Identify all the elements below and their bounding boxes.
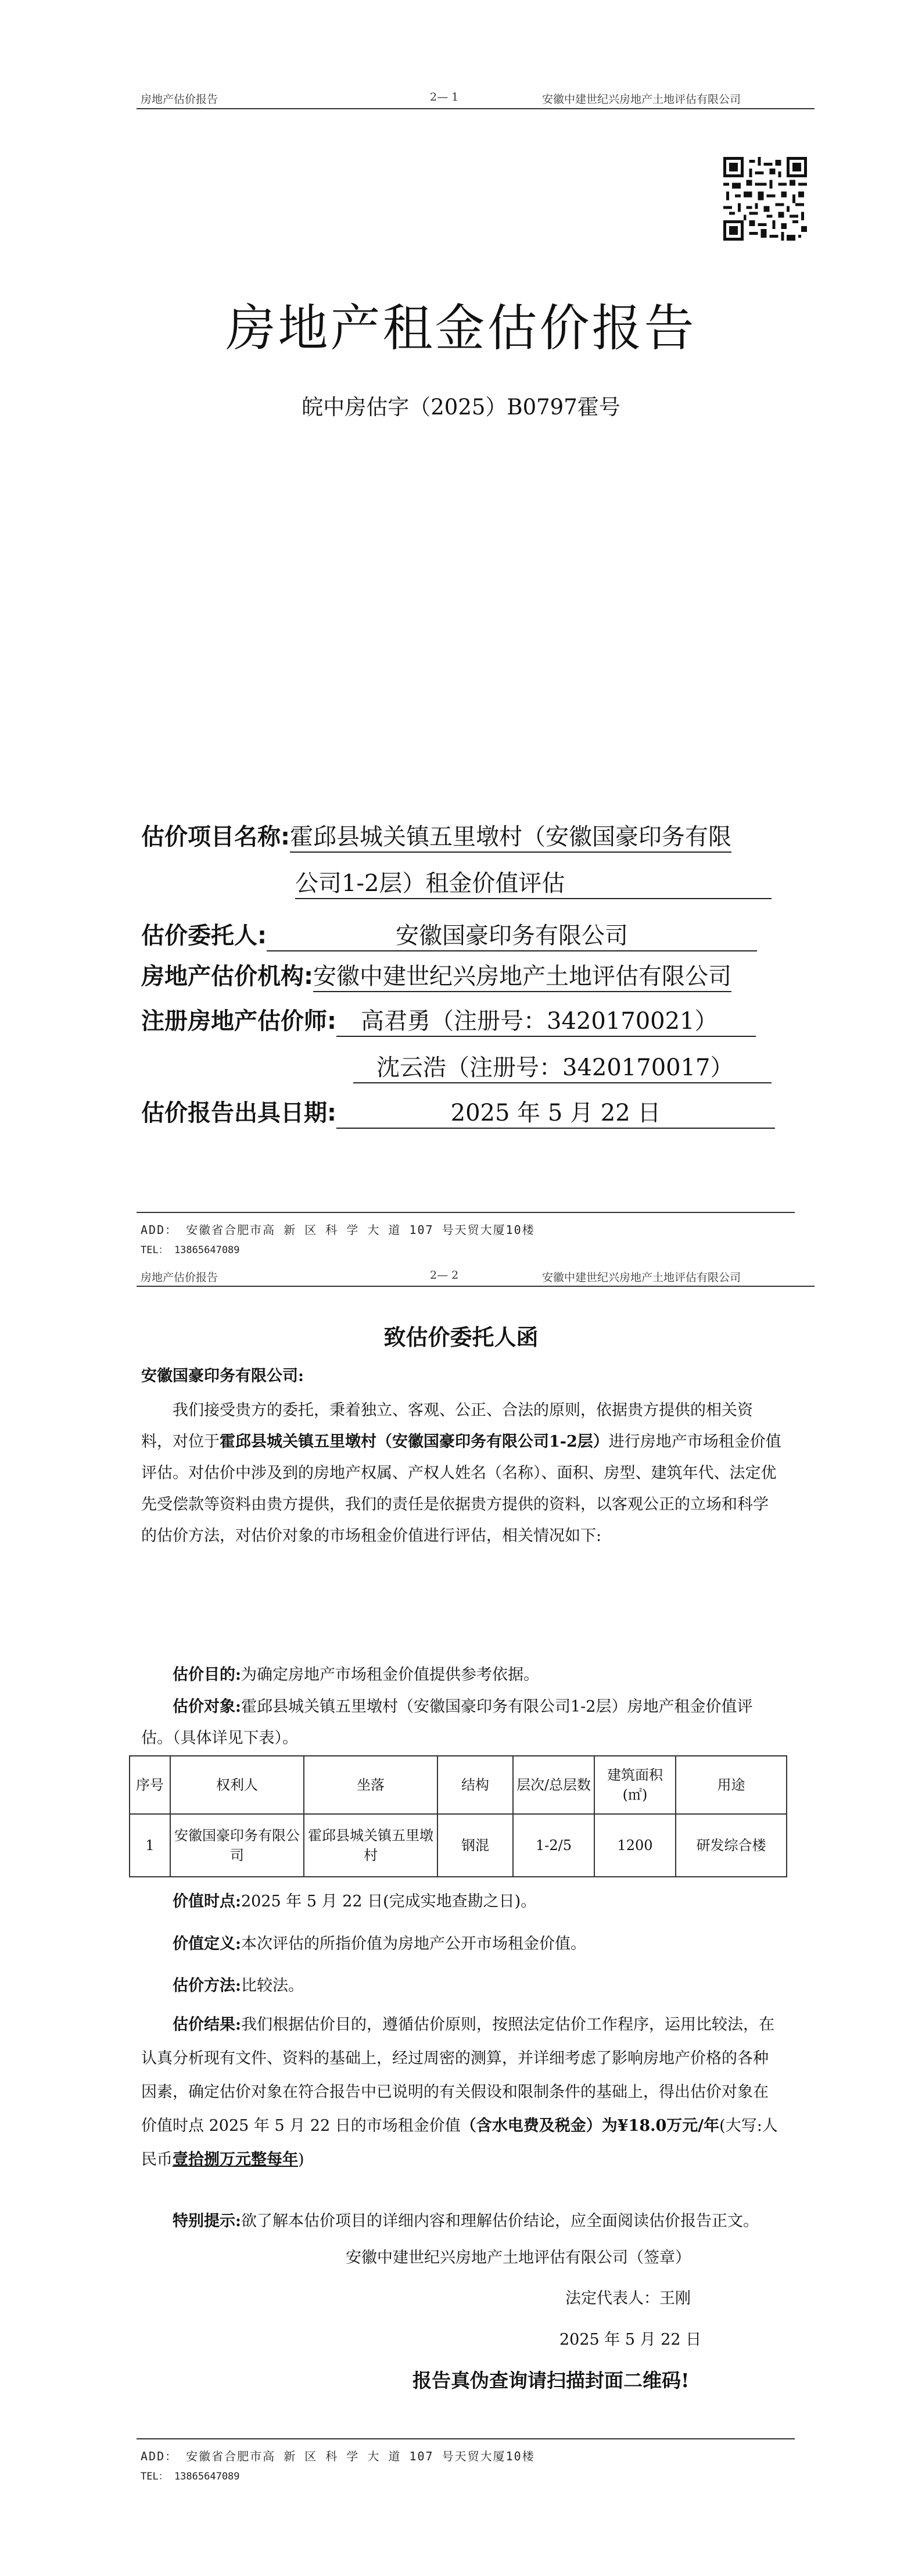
header-right: 安徽中建世纪兴房地产土地评估有限公司 xyxy=(542,1271,741,1284)
header-left: 房地产估价报告 xyxy=(141,1271,218,1284)
appraiser-label: 注册房地产估价师: xyxy=(141,1008,336,1035)
appraiser-2: 沈云浩（注册号：3420170017） xyxy=(353,1049,772,1083)
table-cell: 1200 xyxy=(594,1814,676,1877)
table-header-cell: 用途 xyxy=(676,1756,787,1814)
method-label: 估价方法: xyxy=(173,1977,241,1995)
value-time-paragraph xyxy=(141,1886,783,1917)
table-cell: 研发综合楼 xyxy=(676,1814,787,1877)
table-cell: 1 xyxy=(130,1814,170,1877)
intro-paragraph xyxy=(141,1395,783,1552)
object-label: 估价对象: xyxy=(173,1698,241,1716)
header-left: 房地产估价报告 xyxy=(141,93,218,106)
salutation: 安徽国豪印务有限公司: xyxy=(141,1367,304,1385)
special-tip-text: 欲了解本估价项目的详细内容和理解估价结论，应全面阅读估价报告正文。 xyxy=(241,2212,759,2230)
signing-company: 安徽中建世纪兴房地产土地评估有限公司（签章） xyxy=(346,2249,691,2267)
result-paragraph xyxy=(141,2008,783,2177)
intro-property: 霍邱县城关镇五里墩村（安徽国豪印务有限公司1-2层） xyxy=(220,1433,609,1451)
project-name-label: 估价项目名称: xyxy=(141,824,290,850)
value-time-label: 价值时点: xyxy=(173,1892,241,1910)
table-cell: 钢混 xyxy=(437,1814,513,1877)
special-tip-paragraph xyxy=(141,2206,783,2237)
project-name-row-2 xyxy=(295,865,772,899)
project-name-line2: 公司1-2层）租金价值评估 xyxy=(295,865,772,899)
header-page-number: 2— 1 xyxy=(430,91,459,103)
footer-address: ADD： 安徽省合肥市高 新 区 科 学 大 道 107 号天贸大厦10楼 xyxy=(141,1223,535,1237)
footer-tel: TEL： 13865647089 xyxy=(141,1244,240,1256)
table-header-cell: 权利人 xyxy=(170,1756,304,1814)
result-amount-words: 壹拾捌万元整每年 xyxy=(173,2151,298,2169)
legal-representative: 法定代表人：王刚 xyxy=(565,2289,691,2307)
appraiser-row-2 xyxy=(353,1049,772,1083)
method-text: 比较法。 xyxy=(241,1977,304,1995)
footer-address: ADD： 安徽省合肥市高 新 区 科 学 大 道 107 号天贸大厦10楼 xyxy=(141,2449,535,2463)
header-rule xyxy=(137,1286,815,1287)
object-text: 霍邱县城关镇五里墩村（安徽国豪印务有限公司1-2层）房地产租金价值评估。（具体详见下表）。 xyxy=(141,1698,753,1747)
table-header-cell: 层次/总层数 xyxy=(513,1756,594,1814)
issue-date-value: 2025 年 5 月 22 日 xyxy=(336,1094,775,1129)
project-name-row xyxy=(141,818,731,853)
header-page-number: 2— 2 xyxy=(430,1269,459,1282)
result-value: （含水电费及税金）为¥18.0万元/年 xyxy=(460,2117,720,2135)
result-label: 估价结果: xyxy=(173,2016,241,2034)
special-tip-label: 特别提示: xyxy=(173,2212,241,2230)
value-definition-text: 本次评估的所指价值为房地产公开市场租金价值。 xyxy=(241,1935,586,1953)
footer-rule xyxy=(137,2438,795,2439)
table-header-cell: 建筑面积(㎡) xyxy=(594,1756,676,1814)
table-header-cell: 序号 xyxy=(130,1756,170,1814)
table-cell: 安徽国豪印务有限公司 xyxy=(170,1814,304,1877)
method-paragraph xyxy=(141,1970,783,2002)
org-label: 房地产估价机构: xyxy=(141,963,313,990)
table-cell: 霍邱县城关镇五里墩村 xyxy=(304,1814,437,1877)
report-number: 皖中房估字（2025）B0797霍号 xyxy=(302,395,620,420)
qr-code-icon xyxy=(723,157,807,241)
issue-date-row xyxy=(141,1094,775,1129)
footer-tel: TEL： 13865647089 xyxy=(141,2471,240,2482)
intro-text-2: 进行房地产市场租金价值评估。对估价中涉及到的房地产权属、产权人姓名（名称）、面积、房型、建筑年代、法定优先受偿款等资料由贵方提供，我们的责任是依据贵方提供的资料，以客观公正的立场和科学的估价方法，对估价对象的市场租金价值进行评估，相关情况如下: xyxy=(141,1433,781,1545)
report-title: 房地产租金估价报告 xyxy=(225,299,697,357)
verification-note: 报告真伪查询请扫描封面二维码! xyxy=(412,2369,690,2392)
letter-title: 致估价委托人函 xyxy=(383,1324,539,1350)
purpose-text: 为确定房地产市场租金价值提供参考依据。 xyxy=(241,1666,539,1684)
table-header-cell: 坐落 xyxy=(304,1756,437,1814)
result-paren-close: ) xyxy=(298,2151,304,2169)
purpose-paragraph xyxy=(141,1659,783,1691)
result-paren-open: (大写:人民币 xyxy=(141,2117,778,2169)
table-row xyxy=(130,1814,787,1877)
signing-date: 2025 年 5 月 22 日 xyxy=(559,2331,702,2349)
value-definition-paragraph xyxy=(141,1929,783,1960)
client-row xyxy=(141,917,757,951)
object-paragraph xyxy=(141,1691,783,1754)
table-header-cell: 结构 xyxy=(437,1756,513,1814)
result-text: 我们根据估价目的，遵循估价原则，按照法定估价工作程序，运用比较法，在认真分析现有文件、资料的基础上，经过周密的测算，并详细考虑了影响房地产价格的各种因素，确定估价对象在符合报告中已说明的有关假设和限制条件的基础上，得出估价对象在价值时点 2025 年 5 月 22 日的市场租金价值 xyxy=(141,2016,774,2135)
appraiser-1: 高君勇（注册号：3420170021） xyxy=(336,1003,756,1037)
header-rule xyxy=(137,108,815,109)
client-label: 估价委托人: xyxy=(141,922,267,949)
appraiser-row xyxy=(141,1003,756,1037)
org-row xyxy=(141,958,731,992)
intro-text: 我们接受贵方的委托，秉着独立、客观、公正、合法的原则，依据贵方提供的相关资料，对位于 xyxy=(141,1401,753,1451)
table-cell: 1-2/5 xyxy=(513,1814,594,1877)
value-time-text: 2025 年 5 月 22 日(完成实地查勘之日)。 xyxy=(241,1892,537,1910)
issue-date-label: 估价报告出具日期: xyxy=(141,1100,336,1126)
table-header-row xyxy=(130,1756,787,1814)
project-name-line1: 霍邱县城关镇五里墩村（安徽国豪印务有限 xyxy=(290,818,731,853)
client-value: 安徽国豪印务有限公司 xyxy=(267,917,757,951)
org-value: 安徽中建世纪兴房地产土地评估有限公司 xyxy=(313,958,731,992)
footer-rule xyxy=(137,1212,795,1213)
purpose-label: 估价目的: xyxy=(173,1666,241,1684)
header-right: 安徽中建世纪兴房地产土地评估有限公司 xyxy=(542,93,741,106)
property-table xyxy=(129,1755,787,1877)
value-definition-label: 价值定义: xyxy=(173,1935,241,1953)
